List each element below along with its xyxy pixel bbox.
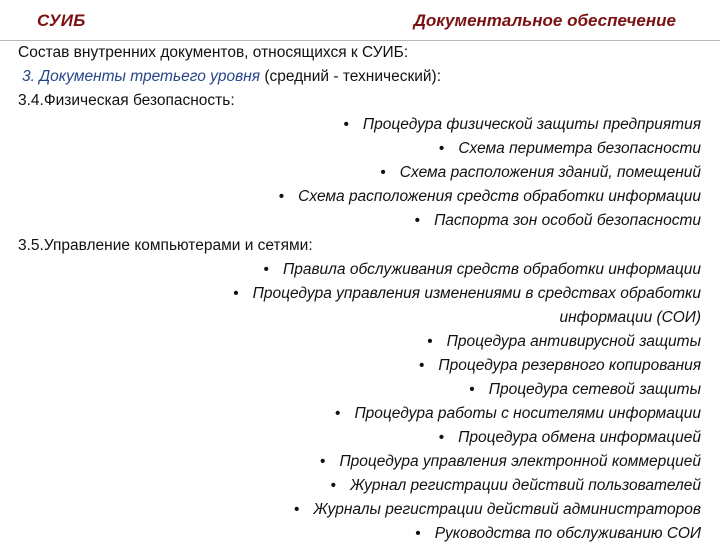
list-item-text: Схема расположения средств обработки информации [298, 188, 701, 205]
list-item-text: Процедура работы с носителями информации [354, 405, 701, 422]
list-item-text: Правила обслуживания средств обработки информации [282, 261, 701, 278]
list-item-text: Процедура обмена информацией [458, 429, 701, 446]
bullet-icon: • [263, 261, 269, 278]
list-item-text: Журнал регистрации действий пользователей [350, 477, 701, 494]
list-item-text: Процедура антивирусной защиты [446, 333, 701, 350]
list-item [0, 450, 720, 474]
bullet-icon: • [427, 333, 433, 350]
bullet-icon: • [335, 405, 341, 422]
list-item [0, 402, 720, 426]
list-item [0, 378, 720, 402]
bullet-icon: • [418, 357, 425, 374]
level-heading [22, 65, 441, 89]
list-item-text: Процедура управления изменениями в средствах обработки [252, 285, 701, 302]
list-item-continuation: информации (СОИ) [559, 309, 701, 326]
list-item [0, 426, 720, 450]
header-title-left: СУИБ [37, 11, 86, 30]
level-heading-rest: (средний - технический): [260, 68, 442, 85]
list-item-text: Журналы регистрации действий администраторов [313, 501, 701, 518]
bullet-icon: • [343, 116, 349, 133]
list-item [0, 209, 720, 233]
list-item-text: Процедура резервного копирования [438, 357, 701, 374]
bullet-icon: • [293, 501, 300, 518]
bullet-icon: • [469, 381, 475, 398]
list-item [0, 161, 720, 185]
bullet-icon: • [438, 140, 445, 157]
list-item-text: Схема расположения зданий, помещений [399, 164, 701, 181]
list-item-text: Процедура управления электронной коммерцией [339, 453, 701, 470]
list-item [0, 330, 720, 354]
list-item-text: Руководства по обслуживанию СОИ [434, 525, 701, 542]
bullet-icon: • [233, 285, 239, 302]
list-item [0, 474, 720, 498]
list-item [0, 498, 720, 522]
list-item [0, 522, 720, 546]
bullet-icon: • [278, 188, 285, 205]
slide-header [0, 0, 720, 41]
list-item-text: Процедура сетевой защиты [488, 381, 701, 398]
bullet-icon: • [438, 429, 445, 446]
list-item [0, 258, 720, 282]
intro-text: Состав внутренних документов, относящихся к СУИБ: [18, 44, 409, 61]
list-item-text: Паспорта зон особой безопасности [434, 212, 701, 229]
bullet-icon: • [320, 453, 326, 470]
header-title-right: Документальное обеспечение [413, 11, 676, 30]
section-physical-title: 3.4.Физическая безопасность: [18, 92, 235, 109]
bullet-icon: • [415, 525, 421, 542]
bullet-icon: • [330, 477, 337, 494]
list-item [0, 113, 720, 137]
bullet-icon: • [414, 212, 421, 229]
level-heading-accent: 3. Документы третьего уровня [22, 68, 261, 85]
list-item [0, 282, 720, 306]
bullet-icon: • [380, 164, 386, 181]
list-item [0, 137, 720, 161]
list-item-text: Схема периметра безопасности [458, 140, 701, 157]
list-item [0, 185, 720, 209]
list-item-text: Процедура физической защиты предприятия [362, 116, 701, 133]
section-computers-title: 3.5.Управление компьютерами и сетями: [18, 237, 313, 254]
list-item [0, 354, 720, 378]
